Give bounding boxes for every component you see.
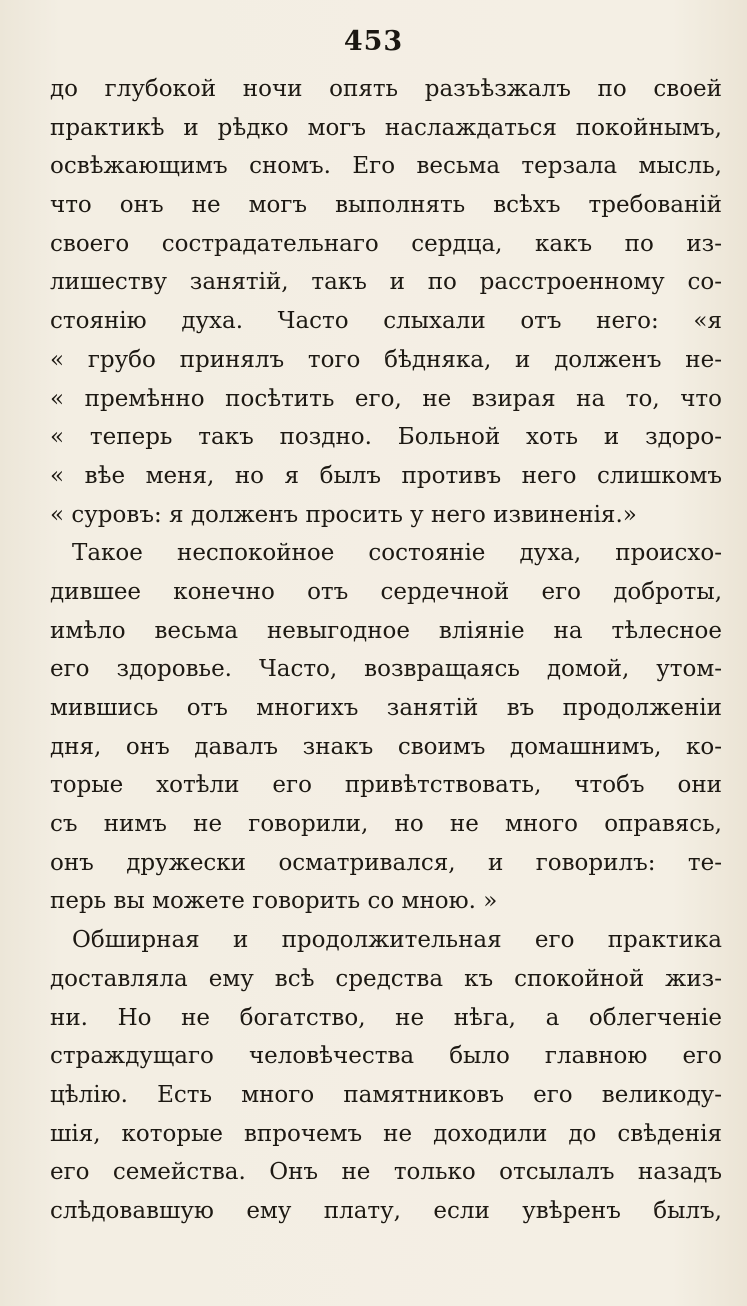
text-line: мившись отъ многихъ занятій въ продолженіи — [50, 695, 722, 721]
text-line: стоянію духа. Часто слыхали отъ него: «я — [50, 308, 722, 335]
text-line: его здоровье. Часто, возвращаясь домой, утом- — [50, 656, 722, 683]
text-line: « теперь такъ поздно. Больной хоть и здоро- — [50, 424, 722, 451]
text-line: шія, которые впрочемъ не доходили до свѣденія — [50, 1120, 722, 1147]
text-line: лишеству занятій, такъ и по расстроенному со- — [50, 269, 722, 296]
paragraph-start-line: Такое неспокойное состояніе духа, происхо- — [72, 540, 722, 567]
text-line: доставляла ему всѣ средства къ спокойной жиз- — [50, 965, 722, 992]
text-line: « премѣнно посѣтить его, не взирая на то, что — [50, 385, 722, 412]
text-line: « суровъ: я долженъ просить у него извиненія.» — [50, 501, 637, 528]
text-line: « грубо принялъ того бѣдняка, и долженъ не- — [50, 346, 722, 373]
page-number: 453 — [343, 26, 404, 57]
text-line: цѣлію. Есть много памятниковъ его великоду- — [50, 1081, 722, 1108]
text-line: дня, онъ давалъ знакъ своимъ домашнимъ, ко- — [50, 733, 722, 760]
text-line: слѣдовавшую ему плату, если увѣренъ былъ, — [50, 1197, 722, 1224]
body-text — [50, 70, 722, 1231]
text-line: своего сострадательнаго сердца, какъ по из- — [50, 230, 722, 257]
text-line: страждущаго человѣчества было главною его — [50, 1043, 722, 1070]
text-line: онъ дружески осматривался, и говорилъ: те- — [50, 849, 722, 876]
text-line: освѣжающимъ сномъ. Его весьма терзала мысль, — [50, 153, 722, 180]
text-line: перь вы можете говорить со мною. » — [50, 888, 498, 915]
text-line: до глубокой ночи опять разъѣзжалъ по своей — [50, 76, 722, 102]
text-line: ни. Но не богатство, не нѣга, а облегченіе — [50, 1004, 722, 1031]
text-line: что онъ не могъ выполнять всѣхъ требованій — [50, 192, 722, 219]
text-line: съ нимъ не говорили, но не много оправясь, — [50, 811, 722, 838]
text-line: торые хотѣли его привѣтствовать, чтобъ они — [50, 772, 722, 799]
text-line: практикѣ и рѣдко могъ наслаждаться покойнымъ, — [50, 114, 722, 141]
text-line: « вѣе меня, но я былъ противъ него слишкомъ — [50, 462, 722, 489]
text-line: дившее конечно отъ сердечной его доброты, — [50, 578, 722, 605]
paragraph-start-line: Обширная и продолжительная его практика — [72, 927, 722, 954]
text-line: его семейства. Онъ не только отсылалъ назадъ — [50, 1159, 722, 1186]
text-line: имѣло весьма невыгодное вліяніе на тѣлесное — [50, 617, 722, 644]
